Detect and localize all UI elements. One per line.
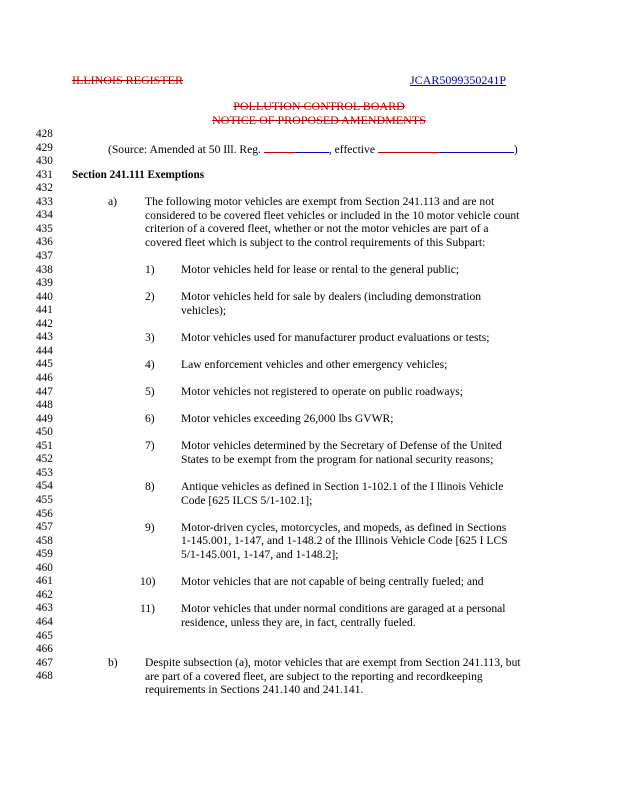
reg-page-blank xyxy=(296,141,329,153)
line-number: 448 xyxy=(36,399,53,411)
header-agency: POLLUTION CONTROL BOARD xyxy=(233,99,405,113)
line-number: 430 xyxy=(36,155,53,167)
item-text: Motor vehicles that are not capable of being centrally fueled; and xyxy=(181,575,484,588)
item-number: 8) xyxy=(145,480,155,493)
line-number: 440 xyxy=(36,291,53,303)
para-a-line: criterion of a covered fleet, whether or not the motor vehicles are part of a xyxy=(145,222,489,235)
line-number: 464 xyxy=(36,616,53,628)
item-text: Antique vehicles as defined in Section 1-102.1 of the I llinois Vehicle xyxy=(181,480,504,493)
line-number: 452 xyxy=(36,453,53,465)
item-text: States to be exempt from the program for national security reasons; xyxy=(181,453,494,466)
line-number: 451 xyxy=(36,440,53,452)
item-text: Law enforcement vehicles and other emergency vehicles; xyxy=(181,358,448,371)
item-number: 3) xyxy=(145,331,155,344)
item-number: 7) xyxy=(145,439,155,452)
line-number: 468 xyxy=(36,670,53,682)
line-number: 443 xyxy=(36,331,53,343)
line-number: 428 xyxy=(36,128,53,140)
line-number: 434 xyxy=(36,209,53,221)
header-jcar-code: JCAR5099350241P xyxy=(410,73,507,87)
item-text: Motor vehicles used for manufacturer product evaluations or tests; xyxy=(181,331,490,344)
source-note-suffix: ) xyxy=(513,143,518,156)
line-number: 466 xyxy=(36,643,53,655)
item-text: Motor vehicles not registered to operate on public roadways; xyxy=(181,385,464,398)
item-text: 5/1-145.001, 1-147, and 1-148.2]; xyxy=(181,548,339,561)
line-number: 465 xyxy=(36,630,53,642)
item-text: Motor vehicles determined by the Secretary of Defense of the United xyxy=(181,439,502,452)
source-effective-label: , effective xyxy=(328,143,378,156)
item-text: Motor vehicles exceeding 26,000 lbs GVWR; xyxy=(181,412,394,425)
section-title: Section 241.111 Exemptions xyxy=(72,169,205,181)
line-number: 439 xyxy=(36,277,53,289)
para-b-label: b) xyxy=(108,656,118,669)
line-number: 447 xyxy=(36,386,53,398)
line-number: 441 xyxy=(36,304,53,316)
line-number: 442 xyxy=(36,318,53,330)
line-number: 438 xyxy=(36,264,53,276)
para-b-line: Despite subsection (a), motor vehicles that are exempt from Section 241.113, but xyxy=(145,656,521,669)
line-number: 457 xyxy=(36,521,53,533)
line-number: 431 xyxy=(36,169,53,181)
line-number: 450 xyxy=(36,426,53,438)
line-number: 436 xyxy=(36,236,53,248)
effective-date-blank-new xyxy=(440,141,514,153)
item-number: 6) xyxy=(145,412,155,425)
line-number: 454 xyxy=(36,480,53,492)
line-number: 444 xyxy=(36,345,53,357)
source-note-prefix: (Source: Amended at 50 Ill. Reg. xyxy=(108,143,264,156)
line-number: 453 xyxy=(36,467,53,479)
line-number: 449 xyxy=(36,413,53,425)
line-number: 429 xyxy=(36,142,53,154)
effective-date-blank-old xyxy=(378,141,440,153)
line-number: 437 xyxy=(36,250,53,262)
line-number: 456 xyxy=(36,508,53,520)
line-number: 458 xyxy=(36,535,53,547)
item-text: Motor-driven cycles, motorcycles, and mopeds, as defined in Sections xyxy=(181,521,507,534)
para-a-line: The following motor vehicles are exempt from Section 241.113 and are not xyxy=(145,195,495,208)
line-number: 446 xyxy=(36,372,53,384)
para-a-line: considered to be covered fleet vehicles or included in the 10 motor vehicle count xyxy=(145,209,520,222)
header-notice-type: NOTICE OF PROPOSED AMENDMENTS xyxy=(212,113,426,127)
item-number: 5) xyxy=(145,385,155,398)
item-number: 10) xyxy=(140,575,156,588)
item-text: Motor vehicles held for sale by dealers (including demonstration xyxy=(181,290,482,303)
para-a-label: a) xyxy=(108,195,118,208)
item-number: 9) xyxy=(145,521,155,534)
item-number: 1) xyxy=(145,263,155,276)
item-text: vehicles); xyxy=(181,304,227,317)
line-number: 435 xyxy=(36,223,53,235)
source-note xyxy=(108,141,518,157)
reg-volume-blank xyxy=(264,141,296,153)
line-number: 432 xyxy=(36,182,53,194)
line-number: 462 xyxy=(36,589,53,601)
item-number: 4) xyxy=(145,358,155,371)
line-number: 460 xyxy=(36,562,53,574)
line-number: 459 xyxy=(36,548,53,560)
para-b-line: requirements in Sections 241.140 and 241.141. xyxy=(145,683,364,696)
item-text: Code [625 ILCS 5/1-102.1]; xyxy=(181,494,313,507)
header-register-name: ILLINOIS REGISTER xyxy=(72,73,183,87)
line-number: 461 xyxy=(36,575,53,587)
line-number: 433 xyxy=(36,196,53,208)
item-text: Motor vehicles held for lease or rental to the general public; xyxy=(181,263,460,276)
item-number: 2) xyxy=(145,290,155,303)
item-text: residence, unless they are, in fact, centrally fueled. xyxy=(181,616,416,629)
item-text: Motor vehicles that under normal conditions are garaged at a personal xyxy=(181,602,506,615)
line-number: 463 xyxy=(36,602,53,614)
line-number: 467 xyxy=(36,657,53,669)
line-number: 445 xyxy=(36,358,53,370)
para-b-line: are part of a covered fleet, are subject to the reporting and recordkeeping xyxy=(145,670,483,683)
line-number: 455 xyxy=(36,494,53,506)
item-number: 11) xyxy=(140,602,156,615)
para-a-line: covered fleet which is subject to the control requirements of this Subpart: xyxy=(145,236,486,249)
item-text: 1-145.001, 1-147, and 1-148.2 of the Illinois Vehicle Code [625 I LCS xyxy=(181,534,508,547)
